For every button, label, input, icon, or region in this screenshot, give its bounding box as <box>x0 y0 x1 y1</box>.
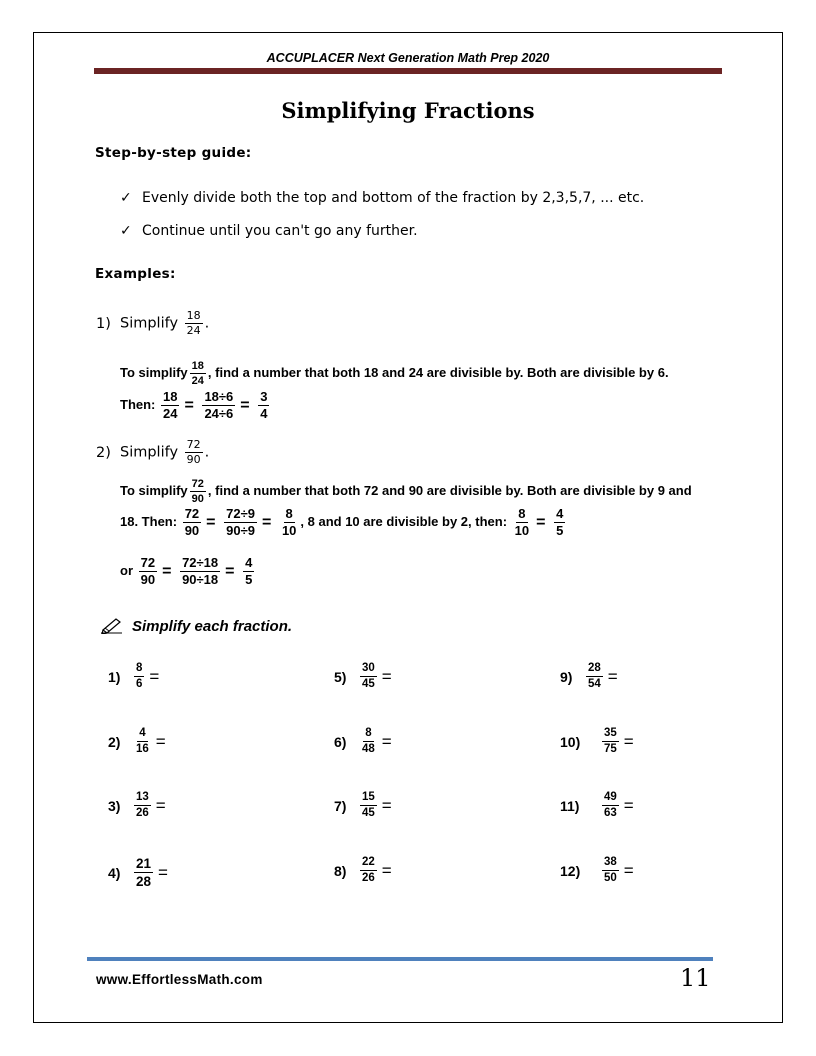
problem-item: 3) $\frac{13}{26}$ = <box>108 791 166 819</box>
fraction: $\frac{4}{5}$ <box>245 555 253 587</box>
problem-item: 6) $\frac{8}{48}$ = <box>334 727 392 755</box>
checkmark-icon: ✓ <box>120 190 132 206</box>
fraction: $\frac{8}{10}$ <box>514 506 530 538</box>
fraction: $\frac{72}{90}$ <box>140 555 156 587</box>
guide-step-2 <box>120 223 418 239</box>
problem-item: 2) $\frac{4}{16}$ = <box>108 727 166 755</box>
problem-item: 11) $\frac{49}{63}$ = <box>560 791 634 819</box>
example-2-explanation: To simplify $\frac{72}{90}$ , find a number that both 72 and 90 are divisible by. Both are divisible by 9 and <box>120 478 692 505</box>
example-2-prompt: 2) Simplify $\frac{72}{90}$ . <box>96 438 210 466</box>
problem-item: 9) $\frac{28}{54}$ = <box>560 662 618 690</box>
pencil-icon <box>100 616 124 638</box>
guide-step-text: Continue until you can't go any further. <box>142 223 418 239</box>
fraction: $\frac{72}{90}$ <box>184 506 200 538</box>
footer-rule <box>87 957 713 961</box>
problem-item: 8) $\frac{22}{26}$ = <box>334 856 392 884</box>
fraction: $\frac{4}{5}$ <box>556 506 564 538</box>
fraction: $\frac{3}{4}$ <box>260 389 268 421</box>
fraction: $\frac{72}{90}$ <box>186 438 201 466</box>
guide-step-text: Evenly divide both the top and bottom of the fraction by 2,3,5,7, ... etc. <box>142 190 645 206</box>
page-number: 11 <box>680 964 711 992</box>
fraction: $\frac{8}{10}$ <box>281 506 297 538</box>
examples-heading: Examples: <box>95 266 176 282</box>
fraction: $\frac{72\div 9}{90\div 9}$ <box>226 506 255 538</box>
page-title: Simplifying Fractions <box>281 98 535 123</box>
example-1-explanation: To simplify $\frac{18}{24}$ , find a number that both 18 and 24 are divisible by. Both are divisible by 6. <box>120 360 669 387</box>
footer-website: www.EffortlessMath.com <box>96 972 263 987</box>
exercise-title: Simplify each fraction. <box>100 616 292 638</box>
fraction: $\frac{18\div 6}{24\div 6}$ <box>204 389 234 421</box>
problem-item: 1) $\frac{8}{6}$ = <box>108 662 160 690</box>
guide-step-1 <box>120 190 644 206</box>
example-2-solution: 18. Then: $\frac{72}{90}$ = $\frac{72\div 9}{90\div 9}$ = $\frac{8}{10}$ , 8 and 10 are divisible by 2, then: $\frac{8}{10}$ = $\frac{4}{5}$ <box>120 506 564 538</box>
example-1-solution: Then: $\frac{18}{24}$ = $\frac{18\div 6}{24\div 6}$ = $\frac{3}{4}$ <box>120 389 268 421</box>
problem-item: 7) $\frac{15}{45}$ = <box>334 791 392 819</box>
header-title: ACCUPLACER Next Generation Math Prep 2020 <box>266 51 550 65</box>
fraction: $\frac{18}{24}$ <box>191 360 204 387</box>
guide-heading: Step-by-step guide: <box>95 145 252 161</box>
problem-item: 4) $\frac{21}{28}$ = <box>108 856 168 889</box>
example-2-alternative: or $\frac{72}{90}$ = $\frac{72\div 18}{90\div 18}$ = $\frac{4}{5}$ <box>120 555 253 587</box>
fraction: $\frac{72\div 18}{90\div 18}$ <box>182 555 219 587</box>
problem-item: 12) $\frac{38}{50}$ = <box>560 856 634 884</box>
fraction: $\frac{18}{24}$ <box>163 389 178 421</box>
problem-item: 5) $\frac{30}{45}$ = <box>334 662 392 690</box>
checkmark-icon: ✓ <box>120 223 132 239</box>
problem-item: 10) $\frac{35}{75}$ = <box>560 727 634 755</box>
fraction: $\frac{72}{90}$ <box>191 478 204 505</box>
fraction: $\frac{18}{24}$ <box>186 309 201 337</box>
header-rule <box>94 68 722 74</box>
example-1-prompt: 1) Simplify $\frac{18}{24}$ . <box>96 309 210 337</box>
